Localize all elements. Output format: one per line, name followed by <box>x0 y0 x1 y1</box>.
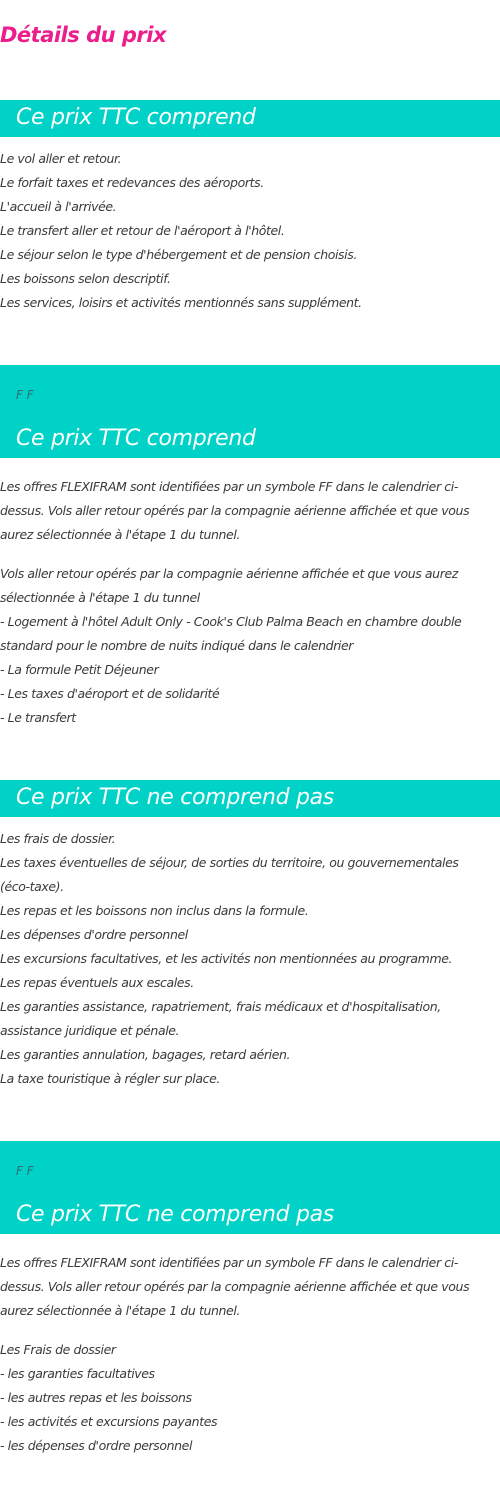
list-item: Les services, loisirs et activités mentionnés sans supplément. <box>0 295 362 310</box>
list-item: - les autres repas et les boissons <box>0 1390 192 1405</box>
list-item: Le séjour selon le type d'hébergement et de pension choisis. <box>0 247 357 262</box>
list-item: - les dépenses d'ordre personnel <box>0 1438 193 1453</box>
included-list <box>0 147 500 315</box>
flexifram-intro: Les offres FLEXIFRAM sont identifiées par un symbole FF dans le calendrier ci-dessus. Vols aller retour opérés par la compagnie aérienne affichée et que vous aurez sélectionnée à l'étape 1 du tunnel. <box>0 479 470 542</box>
list-item: - Les taxes d'aéroport et de solidarité <box>0 686 220 701</box>
list-item: Les frais de dossier. <box>0 831 116 846</box>
list-item: - La formule Petit Déjeuner <box>0 662 159 677</box>
list-item: Vols aller retour opérés par la compagnie aérienne affichée et que vous aurez <box>0 566 458 581</box>
section-header-included <box>0 100 500 137</box>
list-item: Les repas et les boissons non inclus dans la formule. <box>0 903 309 918</box>
section-title: Ce prix TTC ne comprend pas <box>16 1202 334 1227</box>
list-item: Les dépenses d'ordre personnel <box>0 927 188 942</box>
list-item: Le vol aller et retour. <box>0 151 122 166</box>
list-item: Le transfert aller et retour de l'aéroport à l'hôtel. <box>0 223 285 238</box>
list-item: sélectionnée à l'étape 1 du tunnel <box>0 590 200 605</box>
list-item: Le forfait taxes et redevances des aéroports. <box>0 175 264 190</box>
section-header-flexifram-included <box>0 365 500 458</box>
list-item: Les garanties annulation, bagages, retard aérien. <box>0 1047 291 1062</box>
section-title: Ce prix TTC ne comprend pas <box>16 785 334 810</box>
list-item: Les boissons selon descriptif. <box>0 271 171 286</box>
section-header-flexifram-not-included <box>0 1141 500 1234</box>
list-item: - les garanties facultatives <box>0 1366 155 1381</box>
section-header-not-included <box>0 780 500 817</box>
flexifram-intro: Les offres FLEXIFRAM sont identifiées par un symbole FF dans le calendrier ci-dessus. Vols aller retour opérés par la compagnie aérienne affichée et que vous aurez sélectionnée à l'étape 1 du tunnel. <box>0 1255 470 1318</box>
not-included-list <box>0 827 500 1091</box>
list-item: assistance juridique et pénale. <box>0 1023 180 1038</box>
list-item: - les activités et excursions payantes <box>0 1414 218 1429</box>
list-item: standard pour le nombre de nuits indiqué dans le calendrier <box>0 638 354 653</box>
flexifram-included-list <box>0 562 500 730</box>
section-title: Ce prix TTC comprend <box>16 426 256 451</box>
flexifram-not-included-list <box>0 1338 500 1458</box>
list-item: Les taxes éventuelles de séjour, de sorties du territoire, ou gouvernementales <box>0 855 459 870</box>
list-item: - Logement à l'hôtel Adult Only - Cook's Club Palma Beach en chambre double <box>0 614 462 629</box>
list-item: La taxe touristique à régler sur place. <box>0 1071 220 1086</box>
list-item: Les garanties assistance, rapatriement, frais médicaux et d'hospitalisation, <box>0 999 441 1014</box>
ff-badge: F F <box>16 1164 34 1178</box>
list-item: Les excursions facultatives, et les activités non mentionnées au programme. <box>0 951 453 966</box>
list-item: Les Frais de dossier <box>0 1342 116 1357</box>
section-title: Ce prix TTC comprend <box>16 105 256 130</box>
list-item: L'accueil à l'arrivée. <box>0 199 117 214</box>
list-item: (éco-taxe). <box>0 879 64 894</box>
ff-badge: F F <box>16 388 34 402</box>
list-item: Les repas éventuels aux escales. <box>0 975 194 990</box>
page-title: Détails du prix <box>0 23 167 47</box>
list-item: - Le transfert <box>0 710 76 725</box>
